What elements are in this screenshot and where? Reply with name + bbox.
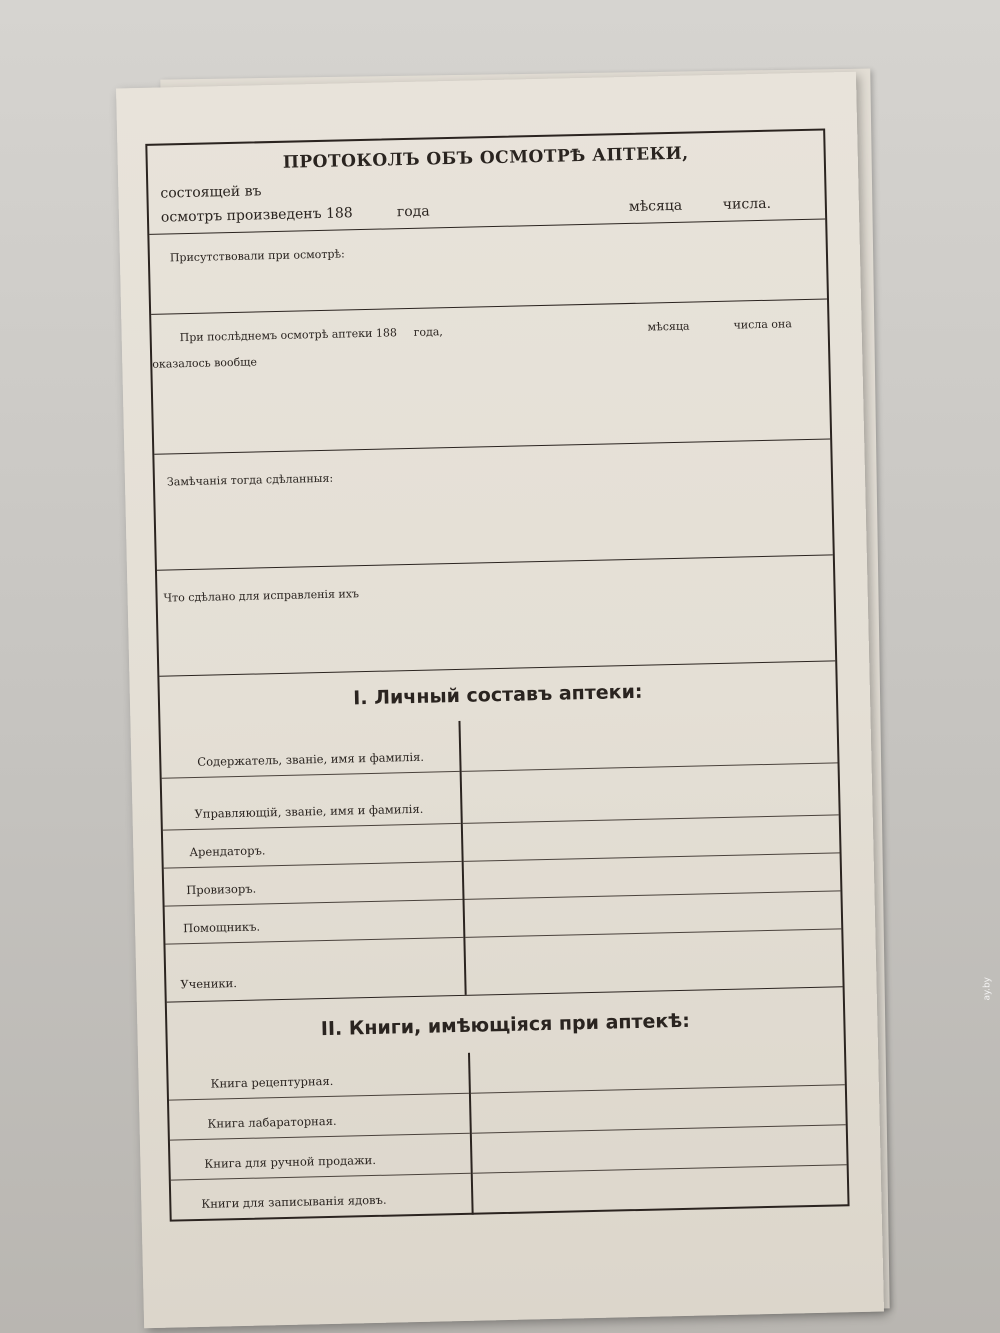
- last-inspection-label: При послѣднемъ осмотрѣ аптеки 188: [179, 326, 398, 345]
- section-books: [167, 986, 848, 1221]
- remarks-label: Замѣчанія тогда сдѣланныя:: [166, 471, 334, 489]
- section1-heading: I. Личный составъ аптеки:: [353, 680, 643, 710]
- last-inspection-section: [151, 298, 830, 454]
- last-inspection-cont: оказалось вообще: [152, 355, 258, 371]
- section2-heading: II. Книги, имѣющіяся при аптекѣ:: [320, 1009, 691, 1041]
- corrections-label: Что сдѣлано для исправленія ихъ: [163, 587, 360, 605]
- table-cell: [472, 1124, 847, 1173]
- table-row: [170, 1133, 471, 1181]
- row-label: Управляющій, званіе, имя и фамилія.: [194, 801, 424, 821]
- table-row: [161, 721, 460, 779]
- section-personnel: [159, 660, 842, 1002]
- table-row: [162, 771, 461, 831]
- row-label: Книга для ручной продажи.: [204, 1152, 377, 1171]
- year-label: года: [396, 203, 430, 221]
- present-label: Присутствовали при осмотрѣ:: [169, 247, 345, 265]
- protocol-form: [145, 128, 849, 1221]
- located-in-label: состоящей въ: [160, 183, 262, 202]
- table-row: [165, 899, 464, 945]
- watermark-text: ay.by: [982, 977, 992, 1001]
- row-label: Книга рецептурная.: [210, 1073, 334, 1091]
- last-inspection-day: числа она: [733, 317, 793, 332]
- inspection-date-label: осмотръ произведенъ 188: [160, 205, 353, 226]
- form-title: ПРОТОКОЛЪ ОБЪ ОСМОТРѢ АПТЕКИ,: [282, 143, 689, 173]
- table-cell: [465, 890, 842, 938]
- month-label: мѣсяца: [628, 197, 683, 215]
- row-label: Арендаторъ.: [189, 843, 266, 860]
- form-header: [147, 131, 825, 235]
- row-label: Помощникъ.: [182, 919, 261, 936]
- row-label: Книга лабараторная.: [207, 1113, 337, 1131]
- row-label: Содержатель, званіе, имя и фамилія.: [197, 749, 425, 769]
- last-inspection-month: мѣсяца: [647, 319, 690, 334]
- corrections-section: [157, 554, 835, 676]
- day-label: числа.: [722, 195, 772, 213]
- row-label: Провизоръ.: [186, 881, 257, 898]
- last-inspection-year: года,: [413, 325, 443, 339]
- row-label: Книги для записыванія ядовъ.: [201, 1192, 387, 1211]
- row-label: Ученики.: [180, 976, 238, 992]
- document-sheet: [116, 72, 884, 1328]
- remarks-section: [154, 438, 832, 570]
